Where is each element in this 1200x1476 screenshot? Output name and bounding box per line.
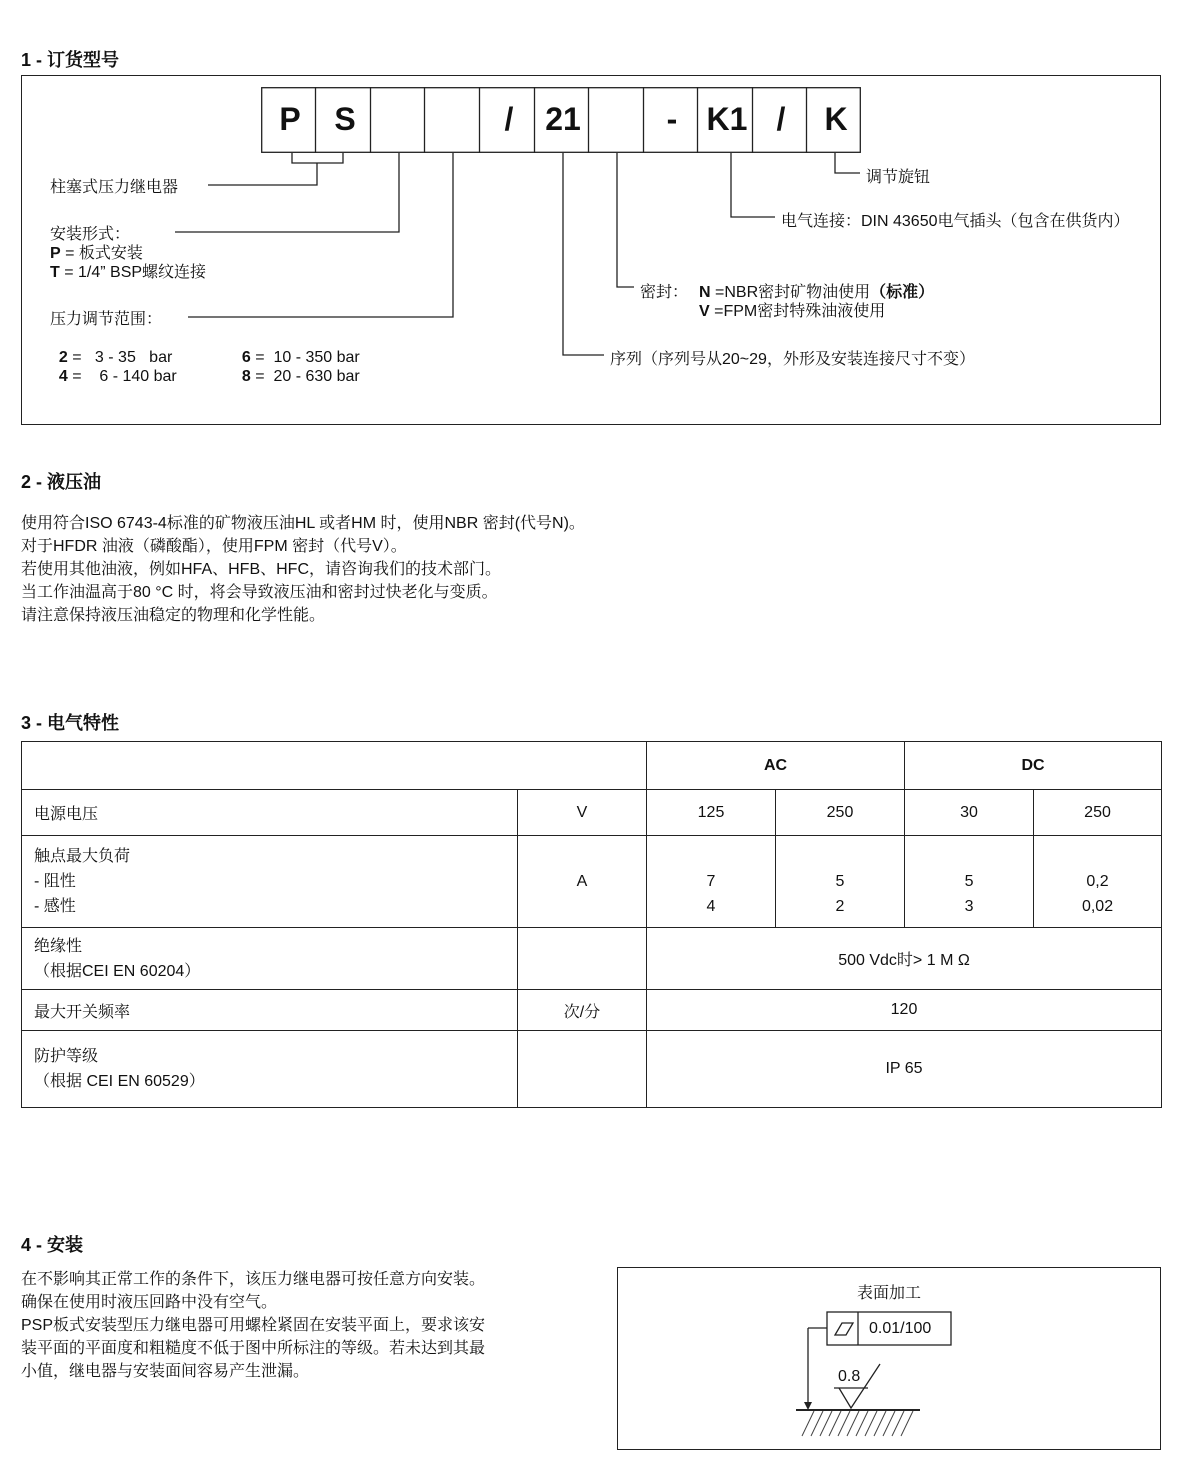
- range-2-text: = 3 - 35 bar: [67, 349, 173, 366]
- range-6-text: = 10 - 350 bar: [250, 349, 360, 366]
- label-range-title: 压力调节范围：: [50, 311, 163, 328]
- label-series: 序列（序列号从20~29，外形及安装连接尺寸不变）: [610, 351, 975, 368]
- table-row-voltage: [22, 790, 1162, 836]
- insulation-value: 500 Vdc时> 1 M Ω: [647, 928, 1162, 990]
- load-ac-2: [776, 836, 905, 928]
- install-line-1: 在不影响其正常工作的条件下，该压力继电器可按任意方向安装。: [21, 1271, 486, 1288]
- code-cell-1: P: [279, 100, 301, 137]
- range-6-key: 6: [241, 349, 251, 366]
- mounting-t-key: T: [50, 264, 60, 281]
- insulation-ref: （根据CEI EN 60204）: [34, 962, 201, 980]
- surface-finish-box: [617, 1267, 1161, 1450]
- frequency-value: 120: [647, 990, 1162, 1031]
- installation-text: [21, 1268, 485, 1383]
- load-resistive: - 阻性: [34, 873, 76, 890]
- install-line-5: 小值，继电器与安装面间容易产生泄漏。: [21, 1363, 310, 1380]
- label-knob: 调节旋钮: [866, 169, 931, 186]
- load-dc-1-inductive: 3: [964, 898, 974, 915]
- hydraulic-oil-text: [21, 512, 585, 627]
- load-ac-1-inductive: 4: [706, 898, 716, 915]
- label-device: 柱塞式压力继电器: [50, 179, 179, 196]
- oil-line-1: 使用符合ISO 6743-4标准的矿物液压油HL 或者HM 时，使用NBR 密封(代号N)。: [21, 515, 585, 532]
- table-row-insulation: [22, 928, 1162, 990]
- code-cell-6: 21: [545, 100, 581, 137]
- voltage-ac-2: 250: [776, 790, 905, 836]
- protection-ref: （根据 CEI EN 60529）: [34, 1073, 205, 1090]
- load-ac-1: [647, 836, 776, 928]
- code-cell-5: /: [504, 100, 514, 137]
- install-line-4: 装平面的平面度和粗糙度不低于图中所标注的等级。若未达到其最: [21, 1340, 486, 1357]
- range-4-key: 4: [58, 368, 68, 385]
- label-seal-v: [699, 298, 885, 321]
- load-ac-2-inductive: 2: [835, 898, 845, 915]
- insulation-label: 绝缘性: [34, 937, 83, 955]
- oil-line-4: 当工作油温高于80 °C 时，将会导致液压油和密封过快老化与变质。: [21, 584, 498, 601]
- frequency-label: 最大开关频率: [22, 990, 518, 1031]
- protection-label: 防护等级: [34, 1048, 99, 1065]
- section-4-title: 4 - 安装: [21, 1235, 84, 1255]
- header-dc: DC: [905, 742, 1162, 790]
- load-dc-2: [1034, 836, 1162, 928]
- header-empty-cell: [22, 742, 647, 790]
- load-dc-2-inductive: 0,02: [1081, 898, 1114, 915]
- seal-v-key: V: [699, 303, 710, 320]
- code-cell-11: K: [824, 100, 848, 137]
- code-cell-10: /: [776, 100, 786, 137]
- seal-v-text: =FPM密封特殊油液使用: [709, 303, 886, 320]
- oil-line-3: 若使用其他油液，例如HFA、HFB、HFC，请咨询我们的技术部门。: [21, 561, 502, 578]
- table-row-load: [22, 836, 1162, 928]
- label-range-8: [233, 350, 360, 386]
- arrow-head-icon: [804, 1402, 812, 1410]
- roughness-value: 0.8: [838, 1368, 861, 1385]
- load-inductive: - 感性: [34, 898, 76, 915]
- label-electrical: 电气连接：DIN 43650电气插头（包含在供货内）: [781, 213, 1130, 230]
- mounting-t-text: = 1/4” BSP螺纹连接: [59, 264, 207, 281]
- load-ac-1-resistive: 7: [706, 873, 716, 890]
- voltage-dc-1: 30: [905, 790, 1034, 836]
- load-dc-1: [905, 836, 1034, 928]
- mounting-p-text: = 板式安装: [60, 245, 143, 262]
- mounting-p-key: P: [50, 245, 61, 262]
- load-dc-1-resistive: 5: [964, 873, 974, 890]
- surface-finish-diagram: [618, 1268, 1162, 1451]
- code-cell-8: -: [666, 100, 678, 137]
- voltage-unit: V: [518, 790, 647, 836]
- protection-value: IP 65: [647, 1031, 1162, 1108]
- install-line-3: PSP板式安装型压力继电器可用螺栓紧固在安装平面上，要求该安: [21, 1317, 486, 1334]
- flatness-value: 0.01/100: [869, 1320, 932, 1337]
- table-row-frequency: [22, 990, 1162, 1031]
- load-label: 触点最大负荷: [34, 848, 131, 865]
- seal-n-key: N: [699, 284, 711, 301]
- range-2-key: 2: [58, 349, 68, 366]
- frequency-unit: 次/分: [518, 990, 647, 1031]
- oil-line-2: 对于HFDR 油液（磷酸酯），使用FPM 密封（代号V）。: [21, 538, 407, 555]
- section-2-title: 2 - 液压油: [21, 472, 102, 492]
- range-8-text: = 20 - 630 bar: [250, 368, 360, 385]
- label-range-4: [50, 350, 177, 386]
- load-ac-2-resistive: 5: [835, 873, 845, 890]
- header-ac: AC: [647, 742, 905, 790]
- insulation-unit: [518, 928, 647, 990]
- code-cell-9: K1: [706, 100, 748, 137]
- electrical-spec-table: [21, 741, 1162, 1108]
- table-header-row: [22, 742, 1162, 790]
- seal-n-text: =NBR密封矿物油使用: [710, 284, 871, 301]
- load-unit: A: [518, 836, 647, 928]
- seal-n-standard: （标准）: [870, 284, 935, 301]
- label-mounting-t: [50, 259, 206, 282]
- oil-line-5: 请注意保持液压油稳定的物理和化学性能。: [21, 607, 326, 624]
- load-label-cell: [22, 836, 518, 928]
- surface-finish-title: 表面加工: [856, 1285, 921, 1302]
- install-line-2: 确保在使用时液压回路中没有空气。: [21, 1294, 278, 1311]
- label-mounting-title: 安装形式：: [50, 226, 131, 243]
- range-8-key: 8: [241, 368, 251, 385]
- voltage-label: 电源电压: [22, 790, 518, 836]
- table-row-protection: [22, 1031, 1162, 1108]
- protection-label-cell: [22, 1031, 518, 1108]
- protection-unit: [518, 1031, 647, 1108]
- label-seal-title: 密封：: [640, 284, 689, 301]
- section-3-title: 3 - 电气特性: [21, 713, 120, 733]
- code-cell-2: S: [334, 100, 356, 137]
- insulation-label-cell: [22, 928, 518, 990]
- voltage-ac-1: 125: [647, 790, 776, 836]
- voltage-dc-2: 250: [1034, 790, 1162, 836]
- load-dc-2-resistive: 0,2: [1086, 873, 1109, 890]
- range-4-text: = 6 - 140 bar: [67, 368, 177, 385]
- section-1-title: 1 - 订货型号: [21, 50, 120, 70]
